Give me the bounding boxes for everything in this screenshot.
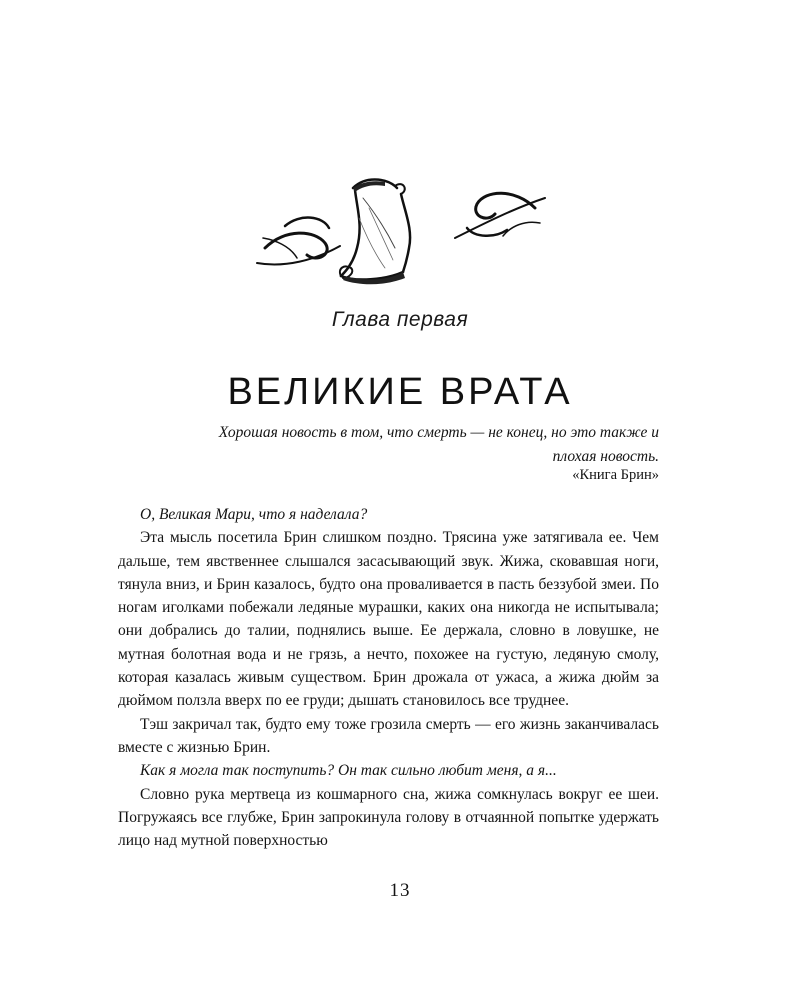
chapter-title: ВЕЛИКИЕ ВРАТА: [227, 371, 573, 414]
paragraph: О, Великая Мари, что я наделала?: [140, 506, 368, 523]
paragraph: Словно рука мертвеца из кошмарного сна, жижа сомкнулась вокруг ее шеи. Погружаясь все глубже, Брин запрокинула голову в отчаянной попытке удержать лицо над мутной поверхностью: [118, 785, 659, 850]
chapter-label: Глава первая: [331, 308, 469, 331]
page-number: 13: [389, 880, 411, 901]
paragraph: Тэш закричал так, будто ему тоже грозила смерть — его жизнь заканчивалась вместе с жизнью Брин.: [118, 715, 659, 756]
scroll-ornament-icon: [245, 168, 555, 288]
paragraph: Как я могла так поступить? Он так сильно любит меня, а я...: [140, 762, 557, 780]
body-text: [118, 503, 659, 852]
paragraph: Эта мысль посетила Брин слишком поздно. Трясина уже затягивала ее. Чем дальше, тем явственнее слышался засасывающий звук. Жижа, сковавшая ноги, тянула вниз, и Брин казалось, будто она проваливается в пасть беззубой змеи. По ногам иголками побежали ледяные мурашки, каких она никогда не испытывала; они добрались до талии, поднялись выше. Ее держала, словно в ловушке, не мутная болотная вода и не грязь, а нечто, похожее на густую, ледяную смолу, которая казалась живым существом. Брин дрожала от ужаса, а жижа дюйм за дюймом ползла вверх по ее груди; дышать становилось все труднее.: [118, 529, 659, 710]
epigraph-text: Хорошая новость в том, что смерть — не конец, но это также и плохая новость.: [218, 424, 659, 465]
epigraph-source: «Книга Брин»: [572, 467, 659, 483]
